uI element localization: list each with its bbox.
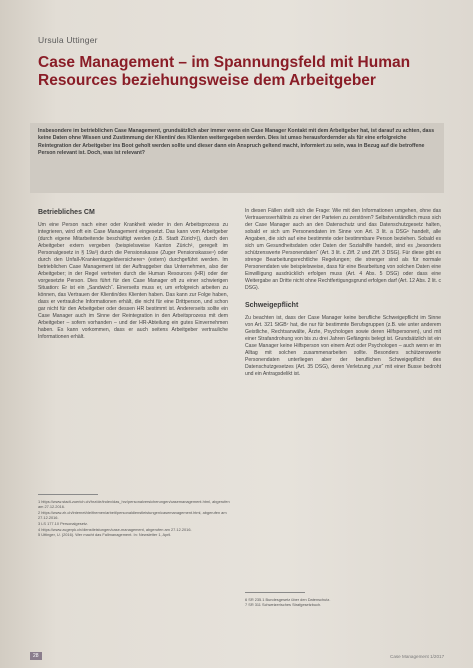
section-heading-betriebliches-cm: Betriebliches CM xyxy=(38,209,95,216)
section-heading-schweigepflicht: Schweigepflicht xyxy=(245,302,299,309)
footnote-rule xyxy=(38,494,98,495)
footnote-5: 5 Uttinger, U. (2016). Wer macht das Fallmanagement. In: Newsletter 1, April. xyxy=(38,532,172,538)
footnote-1: 1 https://www.stadt-zuerich.ch/hrz/de/index/das_hrz/personalversicherungen/casemanagement.html, abgerufen am 27.12.2016. xyxy=(38,498,230,510)
right-column xyxy=(245,208,441,378)
article-title: Case Management – im Spannungsfeld mit Human Resources beziehungsweise dem Arbeitgeber xyxy=(38,54,411,89)
footnote-6: 6 SR 235.1 Bundesgesetz über den Datenschutz. xyxy=(245,596,331,602)
left-column-body: Um eine Person nach einer oder Krankheit wieder in den Arbeitsprozess zu integrieren, wird oft ein Case Management eingesetzt. Das kann vom Arbeitgeber (durch eigene Mitarbeitende beschäftigt werden (z.B. Stadt Zürich¹)), durch den Arbeitgeber extern vergeben (beispielsweise Kanton Zürich², geregelt im Personalgesetz in § 19a³) durch die Pensionskasse (Zuger Pensionskasse⁴) oder durch den Unfall-/Krankentaggeldversicherer⁵ (extern) durchgeführt werden. Im betrieblichen Case Management ist der Auftraggeber das Unternehmen, also der Arbeitgeber; in der Regel vertreten durch die Human Resources (HR) oder der vorgesetzte Person. Dies führt für den Case Manager oft zu einer schwierigen Situation: Er ist ein „Sandwich“. Einerseits muss er, um erfolgreich arbeiten zu können, das Vertrauen der Klientin/des Klienten haben. Das kann zur Folge haben, dass er vertrauliche Informationen erhält, die nicht für eine Drittperson, und schon gar nicht für den Arbeitgeber oder dessen HR bestimmt ist. Andererseits sollte ein Case Manager auch im Sinne der Reintegration in den Arbeitsprozess mit dem Arbeitgeber – sofern vorhanden – und der HR-Abteilung ein gutes Einvernehmen haben. Es kann vorkommen, dass er auch seitens Arbeitgeber vertrauliche Informationen erhält. xyxy=(38,222,228,340)
author-name: Ursula Uttinger xyxy=(38,35,98,45)
footnote-4: 4 https://www.zugerpk.ch/dienstleistungen/case-management, abgerufen am 27.12.2016. xyxy=(38,526,192,532)
right-column-body-1: In diesen Fällen stellt sich die Frage: Wie mit den Informationen umgehen, ohne das Vertrauensverhältnis zu einer der Parteien zu zerstören? Selbstverständlich muss sich der Case Manager auch an den Datenschutz und das Datenschutzgesetz halten, sobald er sich um Personendaten im Sinne von Art. 3 lit. a DSG⁶ handelt, alle Angaben, die sich auf eine bestimmte oder bestimmbare Person beziehen. Sobald es sich um Gesundheitsdaten oder Daten der Sozialhilfe handelt, sind es „besonders schützenswerte Personendaten“ (Art. 3 lit. c Ziff. 2 und Ziff. 3 DSG). Für diese gibt es strenge Bearbeitungsrechtliche Regelungen; die strenger sind als für normale Personendaten wie beispielsweise, dass für eine Bearbeitung von solchen Daten eine Einwilligung ausdrücklich erfolgen muss (Art. 4 Abs. 5 DSG) oder dass eine Weitergabe an Dritte nicht ohne Rechtfertigungsgrund erfolgen darf (Art. 12 Abs. 2 lit. c DSG). xyxy=(245,208,441,291)
footnotes-right xyxy=(245,592,441,608)
footnotes-left xyxy=(38,494,230,538)
footnote-3: 3 LS 177.10 Personalgesetz. xyxy=(38,520,88,526)
left-column xyxy=(38,208,228,341)
intro-box xyxy=(30,123,444,193)
intro-text: Insbesondere im betrieblichen Case Management, grundsätzlich aber immer wenn ein Case Manager Kontakt mit dem Arbeitgeber hat, ist darauf zu achten, dass keine Daten ohne Wissen und Zustimmung der Klientin/ des Klienten weitergegeben werden. Dies ist umso herausfordernder als für eine erfolgreiche Reintegration der Arbeitgeber ins Boot geholt werden sollte und dieser dann ein Anspruch geltend macht, informiert zu sein, was in Bezug auf die betroffene Person relevant ist. Doch, was ist relevant? xyxy=(38,128,435,157)
footnote-2: 2 https://www.zh.ch/internet/de/themen/arbeit/personaldienstleistungen/casemanagement.html, abgerufen am 27.12.2016. xyxy=(38,509,227,521)
running-title: Case Management 1/2017 xyxy=(390,654,445,659)
right-column-body-2: Zu beachten ist, dass der Case Manager keine berufliche Schweigepflicht im Sinne von Art. 321 StGB⁷ hat, die nur für bestimmte Berufsgruppen (z.B. wie unter anderem Geistliche, Rechtsanwälte, Ärzte, Psychologen sowie deren Hilfspersonen), und mit einer Strafandrohung von bis zu drei Jahren Gefängnis belegt ist. Grundsätzlich ist ein Case Manager keine Hilfsperson von einem Arzt oder Psychologen – auch wenn er im Alltag mit solchen zusammenarbeiten sollte. Besonders schützenswerte Personendaten unterliegen aber der beruflichen Schweigepflicht des Datenschutzgesetzes (Art. 35 DSG), deren Verletzung „nur“ mit einer Busse bedroht und ein Antragsdelikt ist. xyxy=(245,315,441,377)
footnote-rule xyxy=(245,592,305,593)
page-number: 28 xyxy=(30,652,42,660)
footnote-7: 7 SR 311 Schweizerisches Strafgesetzbuch. xyxy=(245,602,322,608)
